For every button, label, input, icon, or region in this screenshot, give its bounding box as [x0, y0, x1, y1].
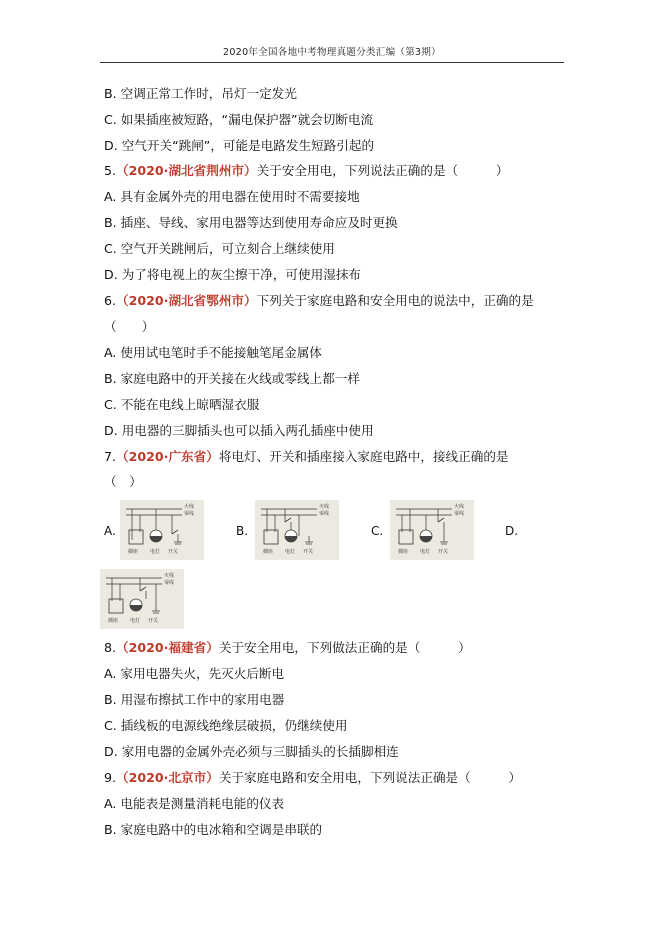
question-number: 5. — [104, 163, 117, 178]
question-7 — [104, 449, 509, 465]
switch-label: 开关 — [168, 549, 179, 555]
lamp-label: 电灯 — [130, 618, 141, 624]
question-source: （2020·湖北省鄂州市） — [116, 293, 257, 308]
q6-option-b: B. 家庭电路中的开关接在火线或零线上都一样 — [104, 371, 360, 386]
q7-answer-brackets: （ ） — [104, 474, 142, 489]
q8-option-d: D. 家用电器的金属外壳必须与三脚插头的长插脚相连 — [104, 744, 399, 759]
q8-option-a: A. 家用电器失火，先灭火后断电 — [104, 666, 285, 681]
switch-label: 开关 — [303, 549, 314, 555]
lamp-label: 电灯 — [150, 549, 161, 555]
figure-d-label: D. — [505, 524, 519, 538]
figure-c-label: C. — [371, 524, 384, 538]
q6-option-a: A. 使用试电笔时手不能接触笔尾金属体 — [104, 345, 322, 360]
socket-label: 插座 — [263, 549, 274, 555]
lamp-label: 电灯 — [285, 549, 296, 555]
q8-option-b: B. 用湿布擦拭工作中的家用电器 — [104, 692, 285, 707]
question-stem: 关于家庭电路和安全用电，下列说法正确是（ ） — [218, 770, 522, 785]
switch-label: 开关 — [438, 549, 449, 555]
switch-label: 开关 — [148, 618, 159, 624]
question-number: 9. — [104, 770, 117, 785]
figure-a-label: A. — [104, 524, 116, 538]
live-wire-label: 火线 — [184, 504, 195, 510]
q5-option-d: D. 为了将电视上的灰尘擦干净，可使用湿抹布 — [104, 267, 361, 282]
question-source: （2020·湖北省荆州市） — [116, 163, 257, 178]
q6-option-c: C. 不能在电线上晾晒湿衣服 — [104, 397, 260, 412]
question-source: （2020·福建省） — [116, 640, 219, 655]
question-stem: 关于安全用电，下列说法正确的是（ ） — [256, 163, 509, 178]
question-number: 8. — [104, 640, 117, 655]
question-number: 6. — [104, 293, 117, 308]
circuit-diagram-a — [120, 500, 204, 560]
figure-b-label: B. — [236, 524, 249, 538]
q4-option-c: C. 如果插座被短路，“漏电保护器”就会切断电流 — [104, 112, 374, 127]
question-5 — [104, 163, 509, 179]
header-rule — [100, 62, 564, 63]
q6-answer-brackets: （ ） — [104, 319, 155, 334]
q9-option-a: A. 电能表是测量消耗电能的仪表 — [104, 796, 285, 811]
q4-option-b: B. 空调正常工作时，吊灯一定发光 — [104, 86, 297, 101]
page-header: 2020年全国各地中考物理真题分类汇编（第3期） — [223, 47, 441, 58]
live-wire-label: 火线 — [319, 504, 330, 510]
live-wire-label: 火线 — [164, 573, 175, 579]
question-stem: 下列关于家庭电路和安全用电的说法中，正确的是 — [256, 293, 534, 308]
neutral-wire-label: 零线 — [319, 511, 330, 517]
question-stem: 将电灯、开关和插座接入家庭电路中，接线正确的是 — [218, 449, 509, 464]
question-6 — [104, 293, 534, 309]
question-stem: 关于安全用电，下列做法正确的是（ ） — [218, 640, 471, 655]
neutral-wire-label: 零线 — [454, 511, 465, 517]
q5-option-a: A. 具有金属外壳的用电器在使用时不需要接地 — [104, 189, 360, 204]
socket-label: 插座 — [128, 549, 139, 555]
neutral-wire-label: 零线 — [164, 580, 175, 586]
q4-option-d: D. 空气开关“跳闸”，可能是电路发生短路引起的 — [104, 138, 375, 153]
socket-label: 插座 — [398, 549, 409, 555]
socket-label: 插座 — [108, 618, 119, 624]
live-wire-label: 火线 — [454, 504, 465, 510]
question-source: （2020·北京市） — [116, 770, 219, 785]
lamp-label: 电灯 — [420, 549, 431, 555]
question-9 — [104, 770, 521, 786]
q9-option-b: B. 家庭电路中的电冰箱和空调是串联的 — [104, 822, 323, 837]
question-8 — [104, 640, 471, 656]
q6-option-d: D. 用电器的三脚插头也可以插入两孔插座中使用 — [104, 423, 374, 438]
q5-option-c: C. 空气开关跳闸后，可立刻合上继续使用 — [104, 241, 335, 256]
circuit-diagram-b — [255, 500, 339, 560]
question-source: （2020·广东省） — [116, 449, 219, 464]
circuit-diagram-c — [390, 500, 474, 560]
neutral-wire-label: 零线 — [184, 511, 195, 517]
question-number: 7. — [104, 449, 117, 464]
circuit-diagram-d — [100, 569, 184, 629]
q5-option-b: B. 插座、导线、家用电器等达到使用寿命应及时更换 — [104, 215, 398, 230]
q8-option-c: C. 插线板的电源线绝缘层破损，仍继续使用 — [104, 718, 348, 733]
